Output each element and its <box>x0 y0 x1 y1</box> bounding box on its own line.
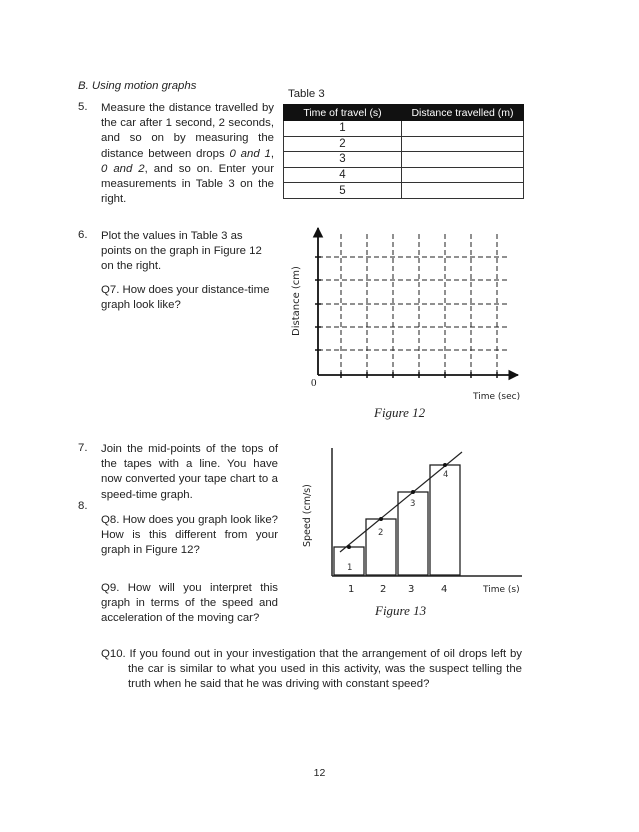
midpoint-dot <box>379 517 383 521</box>
q5-em2: 0 and 2 <box>101 162 145 175</box>
q5-comma: , <box>270 147 274 160</box>
q7-number: 7. <box>78 442 88 454</box>
table3-distance-cell[interactable] <box>402 136 524 152</box>
q10-question: Q10. If you found out in your investigation that the arrangement of oil drops left by the car is similar to what you used in this activity, was the suspect telling the truth when he said that he was driving with constant speed? <box>101 648 522 691</box>
x-tick-label: 1 <box>348 584 355 595</box>
figure13-y-label: Speed (cm/s) <box>302 484 313 547</box>
x-tick-label: 2 <box>380 584 387 595</box>
figure12-grid <box>318 234 509 375</box>
bar-label: 2 <box>378 528 384 538</box>
q5-number: 5. <box>78 101 88 113</box>
q5-text-b: , and so on. Enter your measurements in Table 3 on the right. <box>101 162 274 206</box>
figure12-caption: Figure 12 <box>374 405 426 420</box>
q9-question: Q9. How will you interpret this graph in terms of the speed and acceleration of the moving car? <box>101 582 278 625</box>
figure13-graph <box>290 440 530 600</box>
bar-label: 1 <box>347 563 353 573</box>
table-row <box>284 167 524 183</box>
table3-header-time: Time of travel (s) <box>284 105 402 121</box>
q8-number: 8. <box>78 500 88 512</box>
q6-text: Plot the values in Table 3 as points on the graph in Figure 12 on the right. <box>101 230 262 273</box>
midpoint-dot <box>443 463 447 467</box>
table3-time-cell: 5 <box>284 183 402 199</box>
section-heading: B. Using motion graphs <box>78 80 197 92</box>
table3-time-cell: 3 <box>284 152 402 168</box>
figure12-y-label: Distance (cm) <box>291 266 302 336</box>
table3-header-distance: Distance travelled (m) <box>402 105 524 121</box>
x-tick-label: 4 <box>441 584 448 595</box>
q5-em1: 0 and 1 <box>229 147 271 160</box>
table-row <box>284 136 524 152</box>
q5-text-a: Measure the distance travelled by the car after 1 second, 2 seconds, and so on by measuring the distance between drops <box>101 102 274 160</box>
bar-label: 4 <box>443 470 449 480</box>
x-tick-label: 3 <box>408 584 415 595</box>
table-row <box>284 121 524 137</box>
table3-time-cell: 4 <box>284 167 402 183</box>
q8-question: Q8. How does you graph look like? How is this different from your graph in Figure 12? <box>101 514 278 557</box>
tape-bar-4 <box>430 465 460 575</box>
table-row <box>284 152 524 168</box>
table3-time-cell: 1 <box>284 121 402 137</box>
figure13-x-label: Time (s) <box>483 585 520 595</box>
table3-distance-cell[interactable] <box>402 167 524 183</box>
table3-time-cell: 2 <box>284 136 402 152</box>
table-3 <box>283 104 524 199</box>
table3-distance-cell[interactable] <box>402 121 524 137</box>
figure13-bars <box>334 465 460 575</box>
figure12-graph <box>280 218 530 408</box>
best-fit-line <box>340 452 462 552</box>
table3-distance-cell[interactable] <box>402 152 524 168</box>
midpoint-dot <box>347 545 351 549</box>
table3-distance-cell[interactable] <box>402 183 524 199</box>
figure12-x-label: Time (sec) <box>473 392 521 402</box>
q5-text <box>101 101 274 207</box>
table3-caption: Table 3 <box>288 88 325 100</box>
bar-label: 3 <box>410 499 416 509</box>
midpoint-dot <box>411 490 415 494</box>
q7-question: Q7. How does your distance-time graph look like? <box>101 284 270 312</box>
page-number: 12 <box>313 767 326 779</box>
q6-number: 6. <box>78 229 88 241</box>
figure13-caption: Figure 13 <box>375 603 427 618</box>
figure12-origin: 0 <box>311 377 317 389</box>
q7-text: Join the mid-points of the tops of the tapes with a line. You have now converted your tape chart to a speed-time graph. <box>101 443 278 501</box>
table-row <box>284 183 524 199</box>
